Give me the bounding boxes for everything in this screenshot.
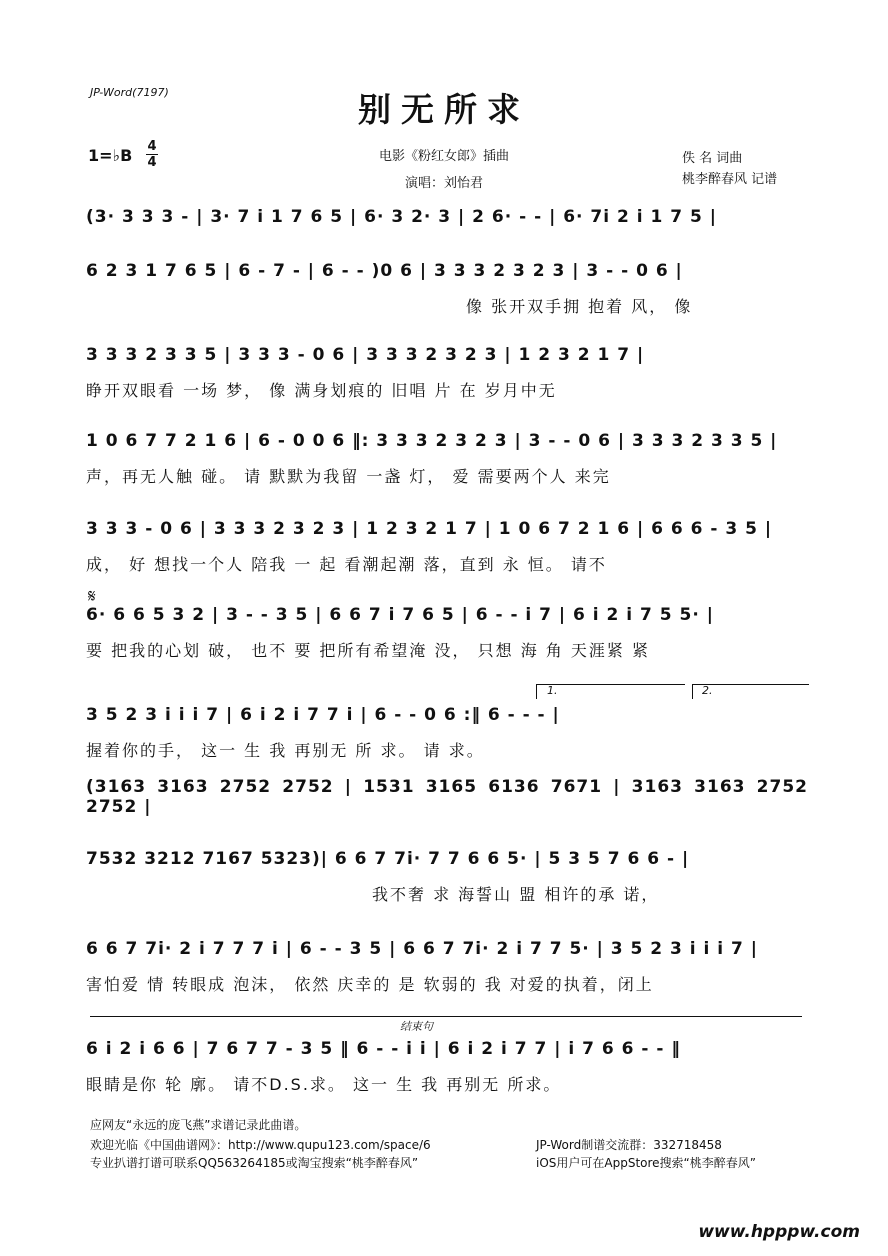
time-sig-top: 4	[147, 139, 157, 154]
song-title: 别无所求	[358, 90, 530, 129]
singer: 演唱：刘怡君	[404, 176, 483, 191]
credit-score: 桃李醉春风 记谱	[682, 172, 778, 187]
footer-note: 应网友“永远的庞飞燕”求谱记录此曲谱。	[90, 1118, 307, 1132]
key-signature: 1=♭B	[88, 146, 133, 165]
notes: 3 3 3 - 0 6 | 3 3 3 2 3 2 3 | 1 2 3 2 1 7 | 1 0 6 7 2 1 6 | 6 6 6 - 3 5 |	[86, 519, 773, 539]
lyric: 睁开双眼看 一场 梦， 像 满身划痕的 旧唱 片 在 岁月中无	[86, 381, 557, 400]
coda-label: 结束句	[400, 1020, 433, 1033]
notes: (3· 3 3 3 - | 3· 7 i 1 7 6 5 | 6· 3 2· 3 | 2 6· - - | 6· 7i 2 i 1 7 5 |	[86, 207, 717, 227]
lyric: 成， 好 想找一个人 陪我 一 起 看潮起潮 落，直到 永 恒。 请不	[86, 555, 607, 574]
notes: 6 2 3 1 7 6 5 | 6 - 7 - | 6 - - )0 6 | 3 3 3 2 3 2 3 | 3 - - 0 6 |	[86, 261, 683, 281]
notes: 6 6 7 7i· 2 i 7 7 7 i | 6 - - 3 5 | 6 6 7 7i· 2 i 7 7 5· | 3 5 2 3 i i i 7 |	[86, 939, 758, 959]
volta-2-label: 2.	[702, 684, 713, 697]
notes: 6· 6 6 5 3 2 | 3 - - 3 5 | 6 6 7 i 7 6 5 | 6 - - i 7 | 6 i 2 i 7 5 5· |	[86, 605, 714, 625]
notes: (3163 3163 2752 2752 | 1531 3165 6136 7671 | 3163 3163 2752 2752 |	[86, 777, 808, 817]
lyric: 要 把我的心划 破， 也不 要 把所有希望淹 没， 只想 海 角 天涯紧 紧	[86, 641, 650, 660]
lyric: 眼睛是你 轮 廓。 请不D.S.求。 这一 生 我 再别无 所求。	[86, 1075, 562, 1094]
site-watermark: www.hpppw.com	[698, 1222, 860, 1242]
segno-sign: 𝄋	[88, 586, 96, 607]
footer-contact: 专业扒谱打谱可联系QQ563264185或淘宝搜索“桃李醉春风”	[90, 1156, 419, 1170]
notes: 3 5 2 3 i i i 7 | 6 i 2 i 7 7 i | 6 - - 0 6 :‖ 6 - - - |	[86, 705, 560, 725]
credit-words: 佚 名 词曲	[682, 151, 743, 166]
notes: 1 0 6 7 7 2 1 6 | 6 - 0 0 6 ‖: 3 3 3 2 3 2 3 | 3 - - 0 6 | 3 3 3 2 3 3 5 |	[86, 431, 778, 451]
lyric: 像 张开双手拥 抱着 风， 像	[466, 297, 693, 316]
volta-1-label: 1.	[547, 684, 558, 697]
footer-group: JP-Word制谱交流群：332718458	[536, 1138, 722, 1152]
notes: 3 3 3 2 3 3 5 | 3 3 3 - 0 6 | 3 3 3 2 3 2 3 | 1 2 3 2 1 7 |	[86, 345, 645, 365]
footer-ios: iOS用户可在AppStore搜索“桃李醉春风”	[536, 1156, 756, 1170]
lyric: 声，再无人触 碰。 请 默默为我留 一盏 灯， 爱 需要两个人 来完	[86, 467, 611, 486]
coda-line	[90, 1016, 802, 1017]
volta-1-bracket	[536, 684, 685, 699]
notes: 7532 3212 7167 5323)| 6 6 7 7i· 7 7 6 6 5· | 5 3 5 7 6 6 - |	[86, 849, 690, 869]
footer-welcome: 欢迎光临《中国曲谱网》：http://www.qupu123.com/space/6	[90, 1138, 431, 1152]
subtitle: 电影《粉红女郎》插曲	[378, 149, 509, 164]
lyric: 握着你的手， 这一 生 我 再别无 所 求。 请 求。	[86, 741, 485, 760]
notes: 6 i 2 i 6 6 | 7 6 7 7 - 3 5 ‖ 6 - - i i | 6 i 2 i 7 7 | i 7 6 6 - - ‖	[86, 1039, 681, 1059]
lyric: 害怕爱 情 转眼成 泡沫， 依然 庆幸的 是 软弱的 我 对爱的执着，闭上	[86, 975, 654, 994]
time-sig-bottom: 4	[147, 155, 157, 170]
lyric: 我不奢 求 海誓山 盟 相许的承 诺，	[372, 885, 660, 904]
source-tag: JP-Word(7197)	[90, 86, 169, 99]
